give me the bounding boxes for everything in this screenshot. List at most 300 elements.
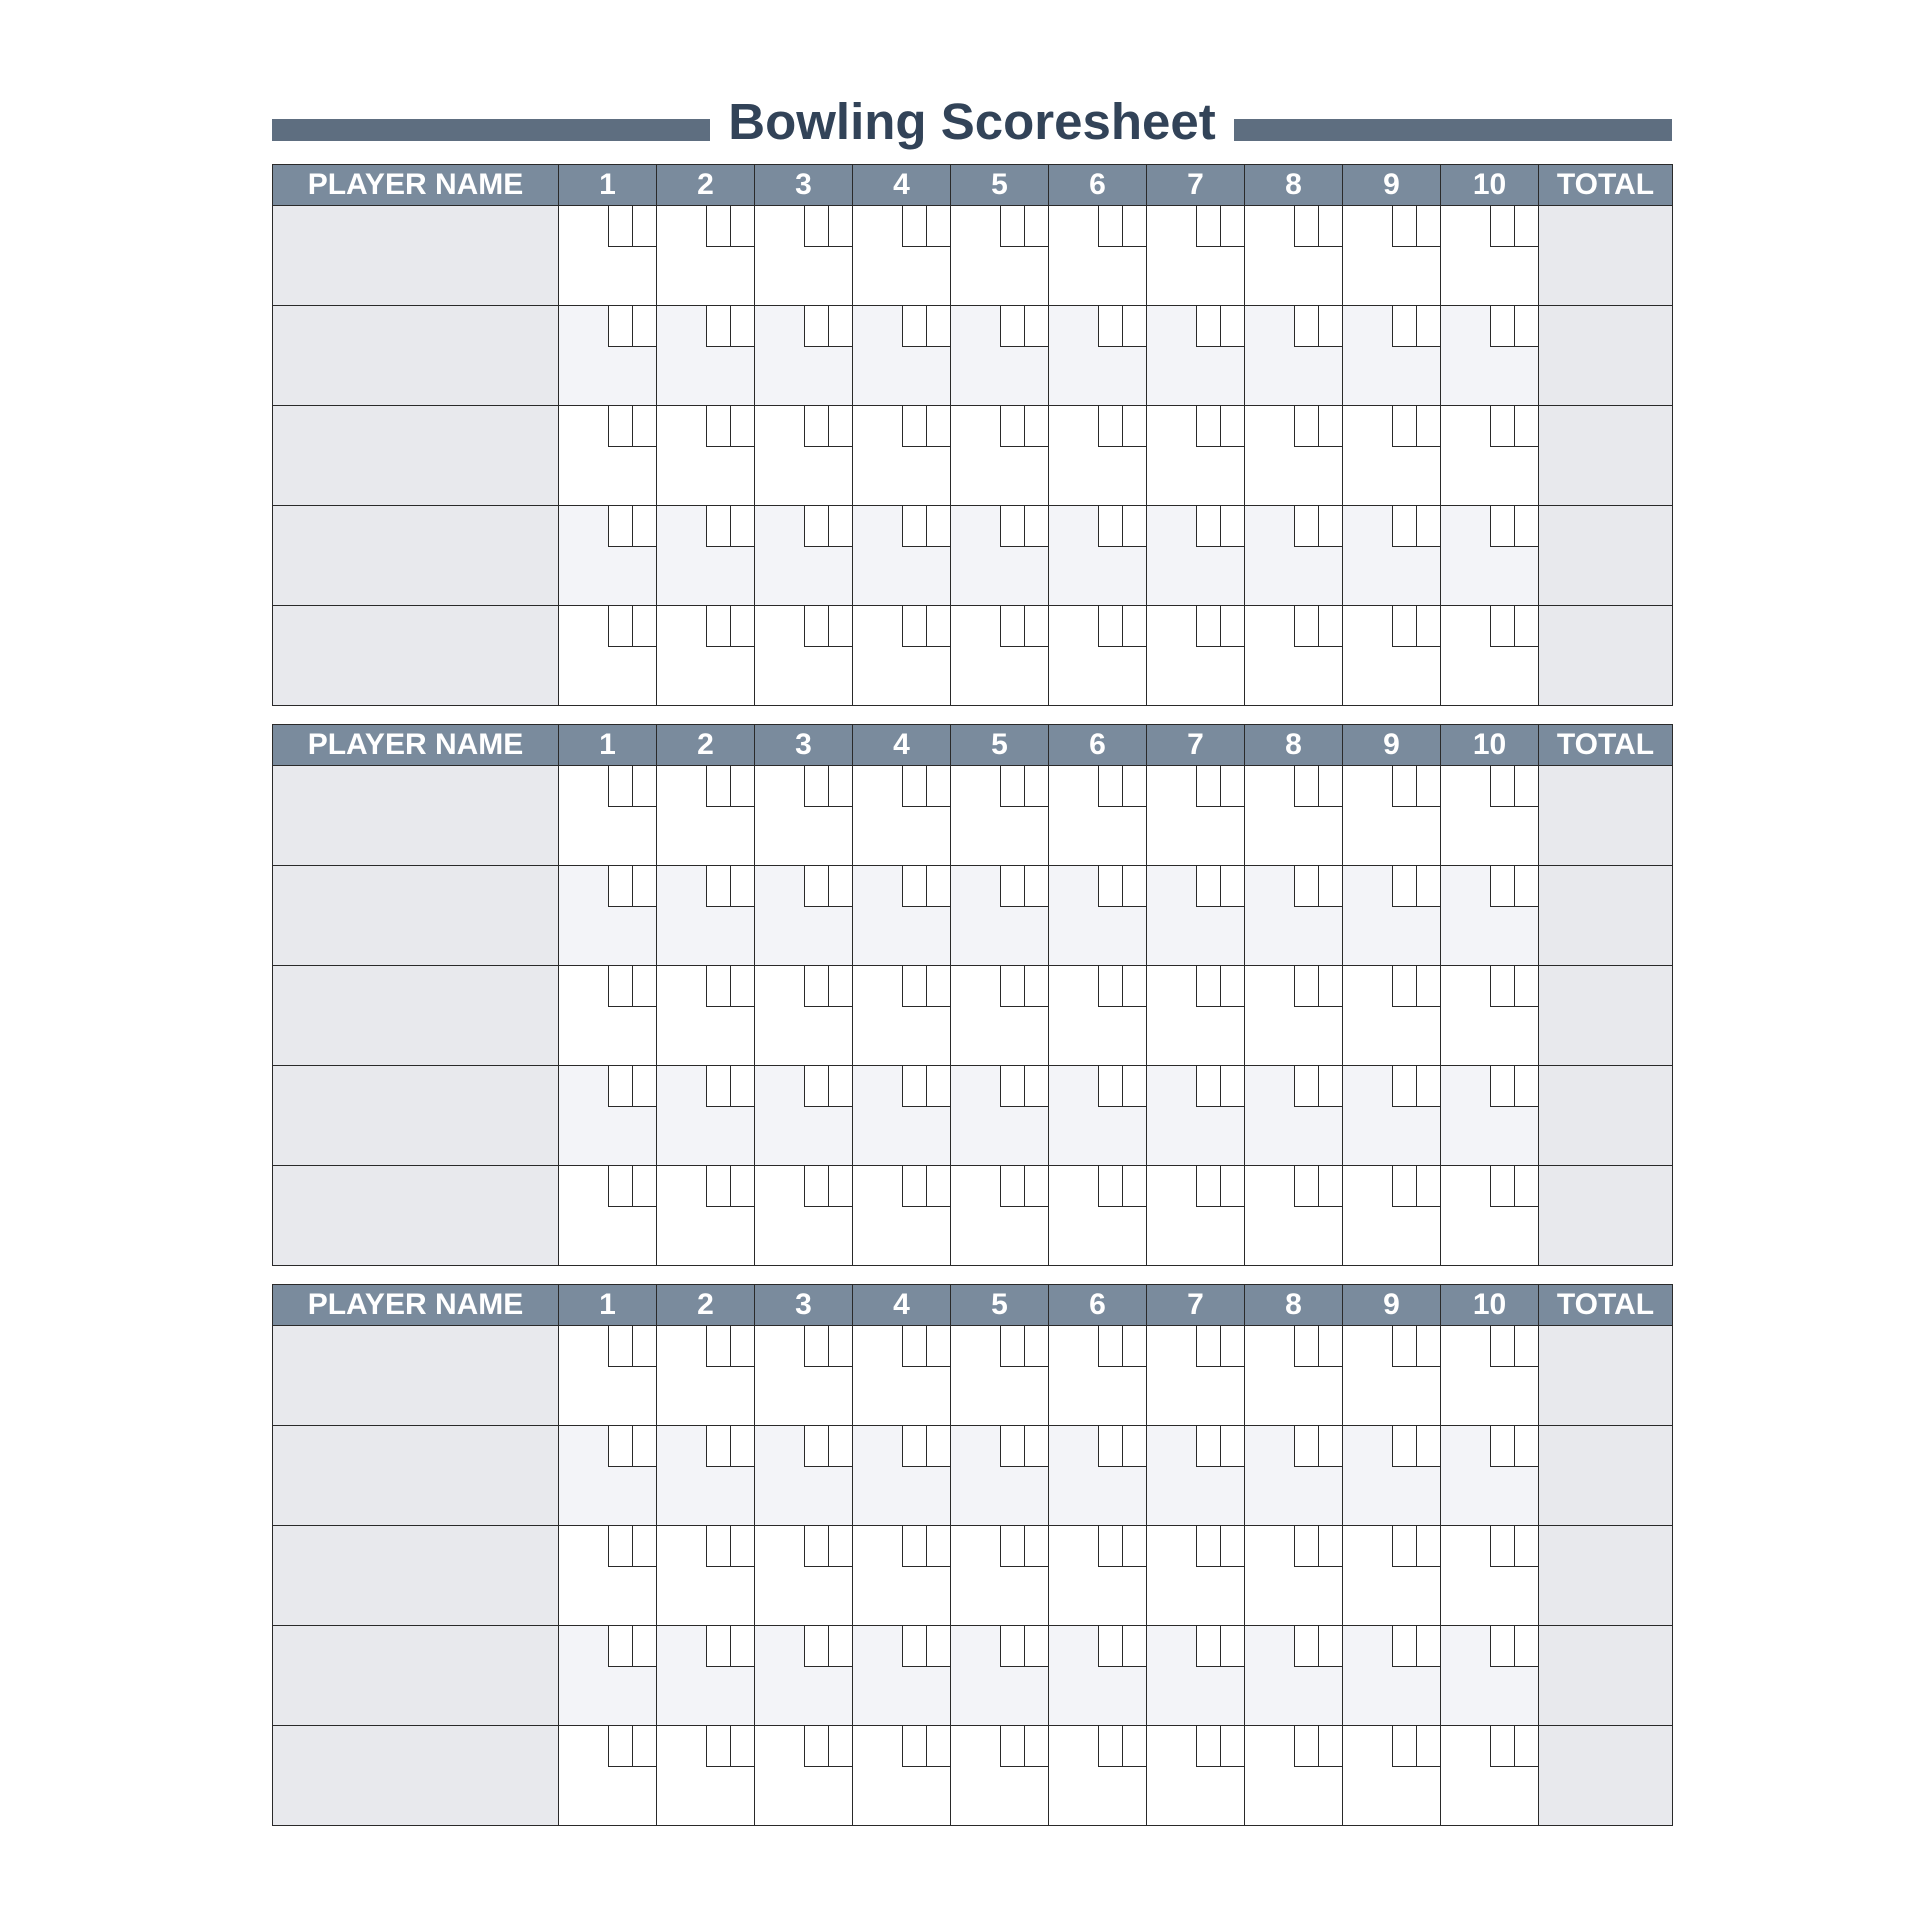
ball-box-1[interactable]	[804, 1426, 828, 1467]
ball-box-2[interactable]	[1318, 1066, 1342, 1107]
ball-box-1[interactable]	[706, 1066, 730, 1107]
ball-box-1[interactable]	[1000, 1726, 1024, 1767]
ball-box-2[interactable]	[730, 1726, 754, 1767]
ball-box-2[interactable]	[1122, 866, 1146, 907]
ball-box-1[interactable]	[1000, 1426, 1024, 1467]
frame-cell-2[interactable]	[657, 1726, 755, 1826]
ball-box-2[interactable]	[730, 306, 754, 347]
frame-cell-9[interactable]	[1343, 1726, 1441, 1826]
frame-cell-3[interactable]	[755, 1426, 853, 1526]
ball-box-2[interactable]	[1024, 306, 1048, 347]
ball-box-1[interactable]	[902, 966, 926, 1007]
ball-box-1[interactable]	[608, 1726, 632, 1767]
frame-cell-8[interactable]	[1245, 966, 1343, 1066]
frame-cell-5[interactable]	[951, 1326, 1049, 1426]
frame-cell-5[interactable]	[951, 1526, 1049, 1626]
frame-cell-3[interactable]	[755, 766, 853, 866]
frame-cell-5[interactable]	[951, 1626, 1049, 1726]
frame-cell-7[interactable]	[1147, 1066, 1245, 1166]
ball-box-2[interactable]	[1122, 1526, 1146, 1567]
ball-box-1[interactable]	[1392, 1426, 1416, 1467]
ball-box-1[interactable]	[1392, 1726, 1416, 1767]
frame-cell-7[interactable]	[1147, 1326, 1245, 1426]
ball-box-2[interactable]	[632, 1626, 656, 1667]
ball-box-1[interactable]	[706, 1526, 730, 1567]
ball-box-2[interactable]	[828, 1166, 852, 1207]
ball-box-2[interactable]	[828, 1326, 852, 1367]
ball-box-2[interactable]	[1514, 1166, 1538, 1207]
frame-cell-7[interactable]	[1147, 406, 1245, 506]
ball-box-1[interactable]	[902, 1166, 926, 1207]
frame-cell-2[interactable]	[657, 766, 755, 866]
ball-box-2[interactable]	[1024, 866, 1048, 907]
ball-box-1[interactable]	[1392, 306, 1416, 347]
ball-box-2[interactable]	[1514, 966, 1538, 1007]
ball-box-2[interactable]	[1122, 506, 1146, 547]
ball-box-2[interactable]	[1122, 306, 1146, 347]
frame-cell-8[interactable]	[1245, 206, 1343, 306]
ball-box-1[interactable]	[1392, 1626, 1416, 1667]
ball-box-1[interactable]	[1098, 1626, 1122, 1667]
ball-box-2[interactable]	[1220, 1326, 1244, 1367]
frame-cell-2[interactable]	[657, 306, 755, 406]
player-name-cell[interactable]	[273, 766, 559, 866]
player-name-cell[interactable]	[273, 966, 559, 1066]
ball-box-2[interactable]	[926, 1626, 950, 1667]
ball-box-1[interactable]	[608, 206, 632, 247]
ball-box-1[interactable]	[706, 606, 730, 647]
ball-box-2[interactable]	[926, 1326, 950, 1367]
frame-cell-8[interactable]	[1245, 1626, 1343, 1726]
ball-box-2[interactable]	[926, 966, 950, 1007]
frame-cell-9[interactable]	[1343, 606, 1441, 706]
ball-box-2[interactable]	[1416, 1626, 1440, 1667]
frame-cell-10[interactable]	[1441, 606, 1539, 706]
frame-cell-2[interactable]	[657, 966, 755, 1066]
ball-box-2[interactable]	[632, 1726, 656, 1767]
ball-box-1[interactable]	[804, 1166, 828, 1207]
ball-box-1[interactable]	[1392, 206, 1416, 247]
frame-cell-3[interactable]	[755, 1326, 853, 1426]
ball-box-2[interactable]	[828, 1426, 852, 1467]
ball-box-1[interactable]	[608, 1066, 632, 1107]
ball-box-2[interactable]	[1416, 1726, 1440, 1767]
frame-cell-6[interactable]	[1049, 1326, 1147, 1426]
ball-box-2[interactable]	[1514, 1626, 1538, 1667]
frame-cell-2[interactable]	[657, 506, 755, 606]
ball-box-2[interactable]	[926, 1426, 950, 1467]
ball-box-2[interactable]	[730, 1066, 754, 1107]
player-name-cell[interactable]	[273, 1426, 559, 1526]
ball-box-2[interactable]	[1220, 206, 1244, 247]
ball-box-1[interactable]	[1392, 1166, 1416, 1207]
total-cell[interactable]	[1539, 1626, 1673, 1726]
total-cell[interactable]	[1539, 1166, 1673, 1266]
frame-cell-10[interactable]	[1441, 966, 1539, 1066]
ball-box-2[interactable]	[1024, 766, 1048, 807]
frame-cell-1[interactable]	[559, 306, 657, 406]
ball-box-2[interactable]	[1024, 1326, 1048, 1367]
ball-box-2[interactable]	[1122, 1066, 1146, 1107]
frame-cell-9[interactable]	[1343, 1166, 1441, 1266]
frame-cell-1[interactable]	[559, 1066, 657, 1166]
ball-box-2[interactable]	[1416, 406, 1440, 447]
ball-box-2[interactable]	[1416, 206, 1440, 247]
ball-box-1[interactable]	[1294, 1526, 1318, 1567]
ball-box-1[interactable]	[1392, 966, 1416, 1007]
frame-cell-7[interactable]	[1147, 206, 1245, 306]
ball-box-2[interactable]	[1024, 1526, 1048, 1567]
player-name-cell[interactable]	[273, 206, 559, 306]
ball-box-1[interactable]	[706, 766, 730, 807]
total-cell[interactable]	[1539, 1326, 1673, 1426]
frame-cell-9[interactable]	[1343, 506, 1441, 606]
ball-box-2[interactable]	[1318, 1166, 1342, 1207]
ball-box-2[interactable]	[632, 506, 656, 547]
ball-box-2[interactable]	[1514, 866, 1538, 907]
frame-cell-3[interactable]	[755, 1526, 853, 1626]
frame-cell-6[interactable]	[1049, 606, 1147, 706]
ball-box-1[interactable]	[1490, 406, 1514, 447]
ball-box-1[interactable]	[608, 966, 632, 1007]
ball-box-1[interactable]	[804, 966, 828, 1007]
frame-cell-3[interactable]	[755, 966, 853, 1066]
frame-cell-6[interactable]	[1049, 1166, 1147, 1266]
ball-box-1[interactable]	[902, 1326, 926, 1367]
ball-box-2[interactable]	[828, 606, 852, 647]
ball-box-2[interactable]	[1220, 506, 1244, 547]
ball-box-2[interactable]	[632, 1526, 656, 1567]
ball-box-2[interactable]	[1220, 966, 1244, 1007]
frame-cell-5[interactable]	[951, 206, 1049, 306]
ball-box-2[interactable]	[1416, 1426, 1440, 1467]
ball-box-1[interactable]	[804, 206, 828, 247]
total-cell[interactable]	[1539, 606, 1673, 706]
frame-cell-8[interactable]	[1245, 306, 1343, 406]
frame-cell-8[interactable]	[1245, 506, 1343, 606]
frame-cell-6[interactable]	[1049, 1426, 1147, 1526]
player-name-cell[interactable]	[273, 866, 559, 966]
frame-cell-6[interactable]	[1049, 1066, 1147, 1166]
frame-cell-4[interactable]	[853, 606, 951, 706]
frame-cell-7[interactable]	[1147, 1726, 1245, 1826]
ball-box-1[interactable]	[706, 506, 730, 547]
ball-box-1[interactable]	[902, 1626, 926, 1667]
ball-box-1[interactable]	[1294, 506, 1318, 547]
ball-box-2[interactable]	[828, 1066, 852, 1107]
ball-box-1[interactable]	[608, 506, 632, 547]
ball-box-2[interactable]	[1318, 1326, 1342, 1367]
frame-cell-1[interactable]	[559, 506, 657, 606]
ball-box-1[interactable]	[1196, 1426, 1220, 1467]
frame-cell-5[interactable]	[951, 1726, 1049, 1826]
frame-cell-8[interactable]	[1245, 606, 1343, 706]
ball-box-2[interactable]	[730, 206, 754, 247]
ball-box-2[interactable]	[1318, 506, 1342, 547]
ball-box-1[interactable]	[1196, 1726, 1220, 1767]
ball-box-1[interactable]	[902, 206, 926, 247]
ball-box-1[interactable]	[1196, 766, 1220, 807]
ball-box-2[interactable]	[828, 506, 852, 547]
ball-box-1[interactable]	[706, 306, 730, 347]
frame-cell-5[interactable]	[951, 766, 1049, 866]
ball-box-2[interactable]	[1514, 306, 1538, 347]
ball-box-2[interactable]	[730, 606, 754, 647]
ball-box-2[interactable]	[926, 1726, 950, 1767]
ball-box-1[interactable]	[1098, 766, 1122, 807]
frame-cell-9[interactable]	[1343, 866, 1441, 966]
ball-box-2[interactable]	[1416, 606, 1440, 647]
frame-cell-1[interactable]	[559, 1166, 657, 1266]
frame-cell-5[interactable]	[951, 1166, 1049, 1266]
frame-cell-10[interactable]	[1441, 1326, 1539, 1426]
ball-box-2[interactable]	[1318, 1526, 1342, 1567]
frame-cell-2[interactable]	[657, 406, 755, 506]
ball-box-1[interactable]	[608, 1626, 632, 1667]
frame-cell-2[interactable]	[657, 206, 755, 306]
ball-box-1[interactable]	[804, 1726, 828, 1767]
player-name-cell[interactable]	[273, 406, 559, 506]
ball-box-1[interactable]	[1196, 306, 1220, 347]
ball-box-1[interactable]	[1490, 1526, 1514, 1567]
ball-box-2[interactable]	[828, 766, 852, 807]
ball-box-1[interactable]	[902, 766, 926, 807]
frame-cell-7[interactable]	[1147, 866, 1245, 966]
frame-cell-2[interactable]	[657, 606, 755, 706]
ball-box-1[interactable]	[608, 1326, 632, 1367]
ball-box-1[interactable]	[608, 866, 632, 907]
ball-box-1[interactable]	[902, 866, 926, 907]
ball-box-1[interactable]	[1294, 406, 1318, 447]
ball-box-1[interactable]	[1000, 1626, 1024, 1667]
ball-box-1[interactable]	[1000, 766, 1024, 807]
ball-box-2[interactable]	[1416, 1066, 1440, 1107]
ball-box-2[interactable]	[926, 866, 950, 907]
frame-cell-1[interactable]	[559, 206, 657, 306]
ball-box-1[interactable]	[1392, 506, 1416, 547]
frame-cell-6[interactable]	[1049, 306, 1147, 406]
ball-box-1[interactable]	[1196, 1166, 1220, 1207]
ball-box-2[interactable]	[730, 1626, 754, 1667]
ball-box-1[interactable]	[1490, 866, 1514, 907]
ball-box-1[interactable]	[1392, 1066, 1416, 1107]
ball-box-1[interactable]	[1196, 506, 1220, 547]
frame-cell-6[interactable]	[1049, 406, 1147, 506]
ball-box-2[interactable]	[730, 1166, 754, 1207]
ball-box-2[interactable]	[730, 766, 754, 807]
ball-box-1[interactable]	[1000, 406, 1024, 447]
ball-box-1[interactable]	[1098, 966, 1122, 1007]
ball-box-1[interactable]	[1098, 606, 1122, 647]
ball-box-2[interactable]	[1416, 1326, 1440, 1367]
ball-box-1[interactable]	[1490, 606, 1514, 647]
ball-box-1[interactable]	[804, 506, 828, 547]
total-cell[interactable]	[1539, 506, 1673, 606]
frame-cell-7[interactable]	[1147, 306, 1245, 406]
ball-box-2[interactable]	[828, 206, 852, 247]
ball-box-2[interactable]	[828, 1526, 852, 1567]
ball-box-2[interactable]	[1024, 1726, 1048, 1767]
ball-box-2[interactable]	[1318, 1726, 1342, 1767]
ball-box-1[interactable]	[1196, 1326, 1220, 1367]
ball-box-2[interactable]	[1122, 766, 1146, 807]
frame-cell-5[interactable]	[951, 1426, 1049, 1526]
ball-box-1[interactable]	[1294, 306, 1318, 347]
frame-cell-6[interactable]	[1049, 766, 1147, 866]
ball-box-1[interactable]	[608, 766, 632, 807]
ball-box-1[interactable]	[804, 1066, 828, 1107]
ball-box-2[interactable]	[1220, 1526, 1244, 1567]
ball-box-1[interactable]	[1294, 206, 1318, 247]
frame-cell-5[interactable]	[951, 866, 1049, 966]
ball-box-2[interactable]	[632, 1326, 656, 1367]
ball-box-2[interactable]	[1024, 1166, 1048, 1207]
ball-box-2[interactable]	[1122, 406, 1146, 447]
ball-box-1[interactable]	[902, 1066, 926, 1107]
frame-cell-6[interactable]	[1049, 206, 1147, 306]
ball-box-2[interactable]	[1024, 606, 1048, 647]
frame-cell-2[interactable]	[657, 1326, 755, 1426]
ball-box-2[interactable]	[632, 306, 656, 347]
frame-cell-6[interactable]	[1049, 1726, 1147, 1826]
ball-box-2[interactable]	[1220, 1626, 1244, 1667]
ball-box-2[interactable]	[1514, 1426, 1538, 1467]
frame-cell-2[interactable]	[657, 1426, 755, 1526]
ball-box-2[interactable]	[828, 966, 852, 1007]
ball-box-1[interactable]	[1098, 406, 1122, 447]
frame-cell-4[interactable]	[853, 506, 951, 606]
frame-cell-8[interactable]	[1245, 1326, 1343, 1426]
ball-box-1[interactable]	[804, 766, 828, 807]
frame-cell-7[interactable]	[1147, 1426, 1245, 1526]
ball-box-2[interactable]	[1220, 1066, 1244, 1107]
frame-cell-10[interactable]	[1441, 306, 1539, 406]
ball-box-2[interactable]	[828, 1626, 852, 1667]
frame-cell-7[interactable]	[1147, 966, 1245, 1066]
ball-box-1[interactable]	[1000, 966, 1024, 1007]
ball-box-1[interactable]	[608, 1166, 632, 1207]
ball-box-2[interactable]	[730, 1326, 754, 1367]
ball-box-2[interactable]	[1024, 206, 1048, 247]
frame-cell-10[interactable]	[1441, 1626, 1539, 1726]
ball-box-2[interactable]	[1220, 1426, 1244, 1467]
player-name-cell[interactable]	[273, 1726, 559, 1826]
ball-box-2[interactable]	[1122, 1626, 1146, 1667]
frame-cell-8[interactable]	[1245, 406, 1343, 506]
ball-box-1[interactable]	[706, 966, 730, 1007]
player-name-cell[interactable]	[273, 1526, 559, 1626]
ball-box-1[interactable]	[706, 1626, 730, 1667]
ball-box-1[interactable]	[1000, 1326, 1024, 1367]
total-cell[interactable]	[1539, 966, 1673, 1066]
ball-box-2[interactable]	[1024, 1626, 1048, 1667]
frame-cell-6[interactable]	[1049, 966, 1147, 1066]
ball-box-2[interactable]	[828, 306, 852, 347]
ball-box-1[interactable]	[902, 506, 926, 547]
ball-box-1[interactable]	[706, 1426, 730, 1467]
ball-box-1[interactable]	[1490, 206, 1514, 247]
frame-cell-7[interactable]	[1147, 1526, 1245, 1626]
frame-cell-6[interactable]	[1049, 866, 1147, 966]
frame-cell-3[interactable]	[755, 1726, 853, 1826]
ball-box-2[interactable]	[1416, 1166, 1440, 1207]
player-name-cell[interactable]	[273, 306, 559, 406]
frame-cell-8[interactable]	[1245, 1526, 1343, 1626]
ball-box-2[interactable]	[1122, 1426, 1146, 1467]
frame-cell-9[interactable]	[1343, 1526, 1441, 1626]
total-cell[interactable]	[1539, 766, 1673, 866]
frame-cell-8[interactable]	[1245, 1066, 1343, 1166]
ball-box-2[interactable]	[1318, 866, 1342, 907]
frame-cell-9[interactable]	[1343, 766, 1441, 866]
ball-box-2[interactable]	[926, 766, 950, 807]
ball-box-1[interactable]	[1490, 506, 1514, 547]
ball-box-2[interactable]	[1122, 966, 1146, 1007]
total-cell[interactable]	[1539, 1066, 1673, 1166]
ball-box-1[interactable]	[608, 606, 632, 647]
frame-cell-7[interactable]	[1147, 1626, 1245, 1726]
ball-box-1[interactable]	[804, 866, 828, 907]
frame-cell-2[interactable]	[657, 1166, 755, 1266]
ball-box-1[interactable]	[1294, 1426, 1318, 1467]
frame-cell-1[interactable]	[559, 606, 657, 706]
ball-box-1[interactable]	[608, 1426, 632, 1467]
frame-cell-4[interactable]	[853, 1726, 951, 1826]
ball-box-1[interactable]	[1196, 1626, 1220, 1667]
ball-box-1[interactable]	[608, 406, 632, 447]
ball-box-2[interactable]	[828, 1726, 852, 1767]
frame-cell-8[interactable]	[1245, 1726, 1343, 1826]
ball-box-1[interactable]	[1490, 1326, 1514, 1367]
frame-cell-5[interactable]	[951, 406, 1049, 506]
ball-box-1[interactable]	[1294, 966, 1318, 1007]
ball-box-2[interactable]	[926, 306, 950, 347]
frame-cell-4[interactable]	[853, 406, 951, 506]
total-cell[interactable]	[1539, 306, 1673, 406]
ball-box-2[interactable]	[632, 1066, 656, 1107]
ball-box-2[interactable]	[1318, 766, 1342, 807]
frame-cell-10[interactable]	[1441, 866, 1539, 966]
frame-cell-1[interactable]	[559, 1426, 657, 1526]
ball-box-2[interactable]	[1318, 306, 1342, 347]
frame-cell-3[interactable]	[755, 1626, 853, 1726]
ball-box-2[interactable]	[1514, 1526, 1538, 1567]
ball-box-1[interactable]	[1098, 1326, 1122, 1367]
ball-box-2[interactable]	[1416, 866, 1440, 907]
ball-box-1[interactable]	[1000, 506, 1024, 547]
frame-cell-3[interactable]	[755, 1166, 853, 1266]
ball-box-1[interactable]	[1098, 206, 1122, 247]
ball-box-1[interactable]	[1098, 1066, 1122, 1107]
ball-box-1[interactable]	[1098, 866, 1122, 907]
ball-box-2[interactable]	[632, 1166, 656, 1207]
ball-box-1[interactable]	[1490, 1626, 1514, 1667]
ball-box-1[interactable]	[1294, 1066, 1318, 1107]
ball-box-1[interactable]	[1196, 606, 1220, 647]
ball-box-1[interactable]	[1098, 506, 1122, 547]
frame-cell-9[interactable]	[1343, 1626, 1441, 1726]
frame-cell-9[interactable]	[1343, 966, 1441, 1066]
ball-box-1[interactable]	[1196, 966, 1220, 1007]
ball-box-1[interactable]	[1392, 1326, 1416, 1367]
ball-box-2[interactable]	[1024, 1066, 1048, 1107]
total-cell[interactable]	[1539, 1426, 1673, 1526]
ball-box-2[interactable]	[1024, 406, 1048, 447]
frame-cell-7[interactable]	[1147, 766, 1245, 866]
ball-box-2[interactable]	[1416, 766, 1440, 807]
ball-box-1[interactable]	[1490, 1726, 1514, 1767]
ball-box-2[interactable]	[1122, 1726, 1146, 1767]
